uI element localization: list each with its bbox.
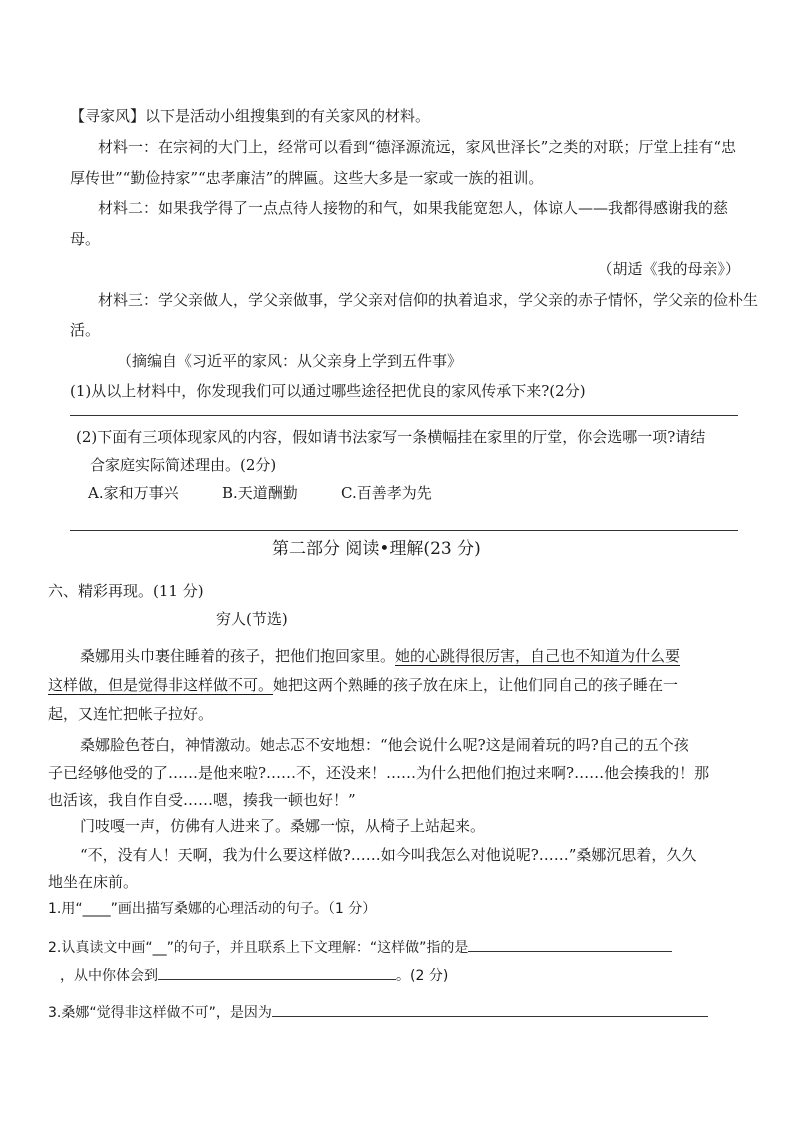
- material-2-source: （胡适《我的母亲》）: [597, 260, 740, 278]
- para-1-line-3: 起，又连忙把帐子拉好。: [48, 705, 214, 723]
- reading-question-2-prompt: ，从中你体会到: [60, 968, 158, 984]
- material-1-line-2: 厚传世”“勤俭持家”“忠孝廉洁”的牌匾。这些大多是一家或一族的祖训。: [70, 169, 544, 187]
- reading-question-3-text: 3.桑娜“觉得非这样做不可”，是因为: [48, 1005, 272, 1021]
- para-1-line-1-plain: 桑娜用头巾裹住睡着的孩子，把他们抱回家里。: [80, 647, 396, 665]
- para-1-line-2-plain: 她把这两个熟睡的孩子放在床上，让他们同自己的孩子睡在一: [273, 676, 679, 694]
- option-b: B.天道酬勤: [222, 484, 298, 502]
- answer-blank-reason[interactable]: [272, 1001, 708, 1017]
- story-title: 穷人(节选): [216, 610, 288, 628]
- answer-blank-refers-to[interactable]: [468, 936, 672, 952]
- reading-question-2-text: 2.认真读文中画“__”的句子，并且联系上下文理解：“这样做”指的是: [48, 940, 469, 956]
- material-3-line-1: 材料三：学父亲做人，学父亲做事，学父亲对信仰的执着追求，学父亲的赤子情怀，学父亲的俭朴生: [98, 291, 759, 309]
- para-4-line-1: “不，没有人！天啊，我为什么要这样做?……如今叫我怎么对他说呢?……”桑娜沉思着，久久: [80, 846, 697, 864]
- reading-question-2-score: 。(2 分): [396, 968, 449, 984]
- reading-question-2-line-2: [60, 964, 448, 986]
- para-3-line-1: 门吱嘎一声，仿佛有人进来了。桑娜一惊，从椅子上站起来。: [80, 817, 486, 835]
- part-2-title: 第二部分 阅读•理解(23 分): [272, 539, 481, 559]
- reading-question-1: 1.用“____”画出描写桑娜的心理活动的句子。（1 分）: [48, 901, 377, 917]
- intro-text: 【寻家风】以下是活动小组搜集到的有关家风的材料。: [70, 107, 431, 125]
- material-2-line-1: 材料二：如果我学得了一点点待人接物的和气，如果我能宽恕人，体谅人——我都得感谢我的慈: [98, 199, 729, 217]
- option-c: C.百善孝为先: [341, 484, 432, 502]
- para-2-line-3: 也活该，我自作自受……嗯，揍我一顿也好！”: [48, 791, 356, 809]
- material-3-source: （摘编自《习近平的家风：从父亲身上学到五件事》: [117, 352, 463, 370]
- para-1-line-2: [48, 675, 678, 695]
- material-1-line-1: 材料一：在宗祠的大门上，经常可以看到“德泽源流远，家风世泽长”之类的对联；厅堂上挂有“忠: [98, 138, 737, 156]
- question-2-line-1: (2)下面有三项体现家风的内容，假如请书法家写一条横幅挂在家里的厅堂，你会选哪一项?请结: [76, 428, 706, 446]
- reading-question-3: [48, 1001, 708, 1023]
- section-6-heading: 六、精彩再现。(11 分): [48, 582, 204, 600]
- para-2-line-2: 子已经够他受的了……是他来啦?……不，还没来！……为什么把他们抱过来啊?……他会揍我的！那: [48, 764, 710, 782]
- material-2-line-2: 母。: [70, 230, 101, 248]
- para-1-line-1: [80, 646, 680, 666]
- answer-blank-feeling[interactable]: [158, 964, 396, 980]
- question-1: (1)从以上材料中，你发现我们可以通过哪些途径把优良的家风传承下来?(2分): [70, 382, 586, 400]
- question-2-line-2: 合家庭实际简述理由。(2分): [90, 456, 277, 474]
- para-4-line-2: 地坐在床前。: [48, 873, 139, 891]
- reading-question-2-line-1: [48, 936, 672, 958]
- para-2-line-1: 桑娜脸色苍白，神情激动。她忐忑不安地想：“他会说什么呢?这是闹着玩的吗?自己的五个孩: [80, 736, 689, 754]
- answer-line-1[interactable]: [70, 415, 738, 416]
- answer-line-2[interactable]: [70, 530, 738, 531]
- option-a: A.家和万事兴: [88, 484, 179, 502]
- underlined-sentence-part-2: 这样做，但是觉得非这样做不可。: [48, 676, 274, 694]
- underlined-sentence-part-1: 她的心跳得很厉害，自己也不知道为什么要: [395, 647, 681, 665]
- material-3-line-2: 活。: [70, 321, 101, 339]
